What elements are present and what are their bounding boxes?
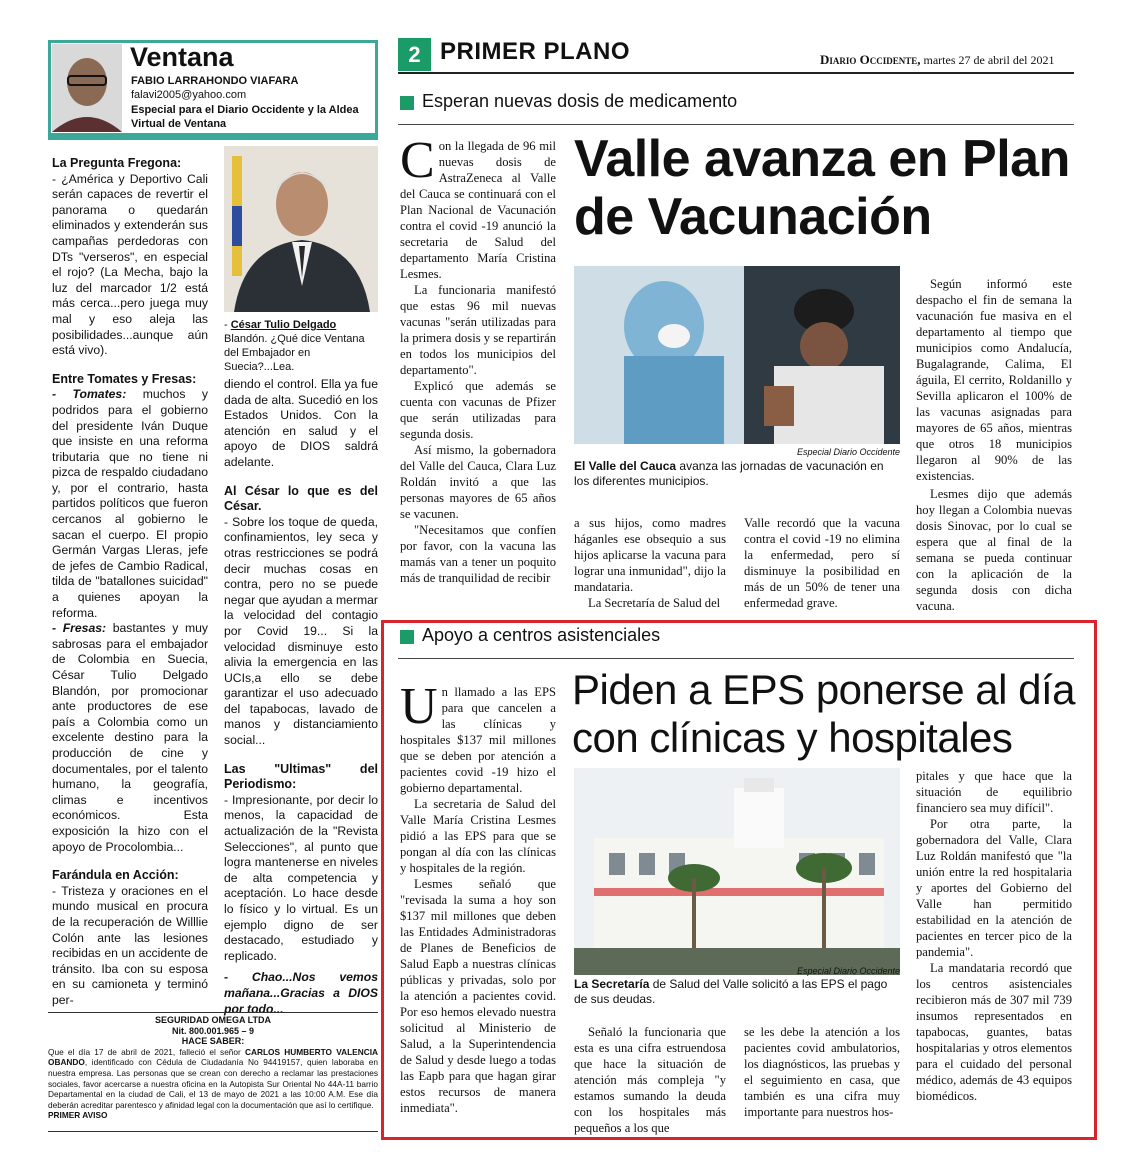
subhead-periodismo: Las "Ultimas" del Periodismo: — [224, 761, 378, 792]
paragraph: se les debe la atención a los pacientes covid ambulatorios, los diagnósticos, las pruebas y el seguimiento en casa, que también es una cifra muy importante para nuestros hos- — [744, 1025, 900, 1119]
article2-kicker: Apoyo a centros asistenciales — [422, 625, 661, 645]
photo-caption — [574, 977, 900, 1007]
paper-date: martes 27 de abril del 2021 — [920, 53, 1055, 67]
paragraph: - Sobre los toque de queda, confinamientos, ley seca y otras restricciones se podrá decir muchas cosas en contra, pero no se puede negar que ayudan a mermar la velocidad del contagio por Covid 19... Si la velocidad disminuye esto alivia la emergencia en las UCIs,a ello se debe garantizar el uso adecuado del tapabocas, lavado de manos y distanciamiento social... — [224, 514, 378, 748]
dropcap: U — [400, 678, 438, 735]
photo-caption — [574, 459, 900, 489]
paragraph: pitales y que hace que la situación de equilibrio financiero sea muy difícil". — [916, 769, 1072, 815]
notice-nit: Nit. 800.001.965 – 9 — [171, 1025, 255, 1036]
ventana-column-1 — [52, 156, 208, 1008]
paragraph: Así mismo, la gobernadora del Valle del Cauca, Clara Luz Roldán invitó a que las personas mayores de 65 años se vacunen. — [400, 443, 556, 521]
article1-column-3 — [744, 515, 900, 611]
notice-footer: PRIMER AVISO — [48, 1110, 108, 1121]
photo-credit: Especial Diario Occidente — [796, 447, 900, 457]
paragraph: - Impresionante, por decir lo menos, la capacidad de actualización de la "Revista Selecciones", al punto que logra mantenerse en niveles de alta competencia y aceptación. Lo hace desde lo físico y lo virtual. Es un ejemplo digno de ser destacado, estudiado y replicado. — [224, 792, 378, 963]
kicker-rule — [398, 124, 1074, 125]
caption-name: César Tulio Delgado — [230, 319, 337, 331]
paragraph-text: bastantes y muy sabrosas para el embajador de Colombia en Suecia, César Tulio Delgado Blandón, por promocionar ante productores de ese país a Colombia como un excelente destino para la producción de cine y documentales, por el talento humano, la geografía, climas e incentivos económicos. Esta exposición la hizo con el apoyo de Procolombia... — [52, 621, 208, 854]
page-number: 2 — [398, 38, 431, 71]
subhead-tomates-fresas: Entre Tomates y Fresas: — [52, 371, 197, 386]
paragraph: Valle recordó que la vacuna contra el covid -19 no elimina la enfermedad, pero sí disminuye la posibilidad en más de un 50% de tener una enfermedad grave. — [744, 516, 900, 610]
article1-kicker: Esperan nuevas dosis de medicamento — [422, 91, 738, 111]
vaccination-photo — [574, 266, 900, 444]
section-title: PRIMER PLANO — [440, 38, 631, 65]
portrait-caption: - César Tulio Delgado Blandón. ¿Qué dice Ventana del Embajador en Suecia?...Lea. — [224, 319, 365, 373]
article1-column-4 — [916, 276, 1072, 614]
paragraph-fresas — [52, 621, 208, 855]
article1-headline: Valle avanza en Plan de Vacunación — [574, 130, 1070, 246]
paragraph: - Tristeza y oraciones en el mundo musical en procura de la recuperación de Willlie Colón ante las lesiones recibidas en un accidente de tránsito. Iba con su esposa en su camioneta y terminó per- — [52, 883, 208, 1007]
caption-text: avanza las jornadas de vacunación en los diferentes municipios. — [574, 459, 884, 488]
caption-text: Blandón. ¿Qué dice Ventana del Embajador en Suecia?...Lea. — [224, 333, 365, 373]
kicker-marker — [400, 630, 414, 644]
lead-tomates: - Tomates: — [52, 387, 127, 402]
article2-headline: Piden a EPS ponerse al día con clínicas y hospitales — [572, 666, 1076, 761]
paragraph: Por otra parte, la gobernadora del Valle, Clara Luz Roldán manifestó que "la unión entre la red hospitalaria y aportes del Gobierno del Valle han permitido estabilidad en la atención de pacientes en tercer pico de la pandemia". — [916, 817, 1072, 959]
paragraph: n llamado a las EPS para que cancelen a las clínicas y hospitales $137 mil millones que se deben por atención a pacientes covid -19 hizo el gobierno departamental. — [400, 685, 556, 795]
paragraph: La Secretaría de Salud del — [588, 596, 721, 610]
paragraph: Explicó que además se cuenta con vacunas de Pfizer que serán utilizadas para segunda dosis. — [400, 379, 556, 441]
article1-column-1 — [400, 132, 556, 586]
caption-text: de Salud del Valle solicitó a las EPS el pago de sus deudas. — [574, 977, 888, 1006]
article2-column-1 — [400, 678, 556, 1116]
kicker-rule — [398, 658, 1074, 659]
paragraph: Según informó este despacho el fin de semana la vacunación fue masiva en el departamento al tiempo que municipios como Andalucía, Bugalagrande, Calima, El águila, El cerrito, Roldanillo y Sevilla aplicaron el 100% de las vacunas asignadas para mayores de 65 años, mientras que otros 18 municipios llegaron al 90% de las existencias. — [916, 277, 1072, 483]
paper-dateline — [820, 52, 1054, 68]
article2-column-3 — [744, 1024, 900, 1120]
notice-body — [48, 1047, 378, 1111]
subhead-pregunta: La Pregunta Fregona: — [52, 156, 182, 170]
column-author: FABIO LARRAHONDO VIAFARA — [131, 75, 299, 87]
notice-deceased-name: CARLOS HUMBERTO VALENCIA OBANDO — [48, 1046, 378, 1068]
photo-credit: Especial Diario Occidente — [796, 966, 900, 976]
paragraph-tomates — [52, 387, 208, 621]
dropcap: C — [400, 132, 435, 189]
columnist-photo — [52, 44, 122, 132]
paragraph: La secretaria de Salud del Valle María Cristina Lesmes pidió a las EPS para que se pongan al día con las clínicas y hospitales de la región. — [400, 797, 556, 875]
column-description: Especial para el Diario Occidente y la Aldea Virtual de Ventana — [131, 104, 359, 130]
paragraph: Lesmes señaló que "revisada la suma a hoy son $137 mil millones que deben las Entidades Administradoras de Planes de Beneficios de Salud Eapb a nuestras clínicas públicas y privadas, solo por la atención a pacientes covid. Por eso hemos elevado nuestra solicitud al Ministerio de Salud, a la Superintendencia de Salud y desde luego a todas las Eapb para que hagan girar estos recursos de manera inmediata". — [400, 877, 556, 1115]
column-email: falavi2005@yahoo.com — [131, 89, 247, 101]
ambassador-portrait — [224, 146, 378, 312]
paragraph: La funcionaria manifestó que estas 96 mil nuevas vacunas "serán utilizadas para la primera dosis y se repartirán en todos los municipios del departamento". — [400, 283, 556, 377]
paragraph: diendo el control. Ella ya fue dada de alta. Sucedió en los Estados Unidos. Con la atención en salud y el apoyo de DIOS saldrá adelante. — [224, 377, 378, 469]
closing-line: - Chao...Nos vemos mañana...Gracias a DIOS por todo... — [224, 970, 378, 1016]
paragraph: "Necesitamos que confíen por favor, con la vacuna las mamás van a tener un poquito más de tranquilidad de recibir — [400, 523, 556, 585]
article2-column-4 — [916, 768, 1072, 1104]
subhead-cesar: Al César lo que es del César. — [224, 483, 378, 514]
legal-notice — [48, 1012, 378, 1132]
hospital-photo — [574, 768, 900, 975]
caption-lead: El Valle del Cauca — [574, 459, 677, 473]
paragraph: Lesmes dijo que además hoy llegan a Colombia nuevas dosis Sinovac, por lo cual se espera que al final de la semana se pueda continuar con la aplicación de la segunda dosis con dicha vacuna. — [916, 487, 1072, 613]
paragraph: Señaló la funcionaria que esta es una cifra estruendosa que hace la situación de atención más compleja "y estamos sumando la deuda con los hospitales más pequeños a los que — [574, 1025, 726, 1135]
paragraph: on la llegada de 96 mil nuevas dosis de AstraZeneca al Valle del Cauca se continuará con el Plan Nacional de Vacunación contra el covid -19 anunció la secretaria de Salud del departamento María Cristina Lesmes. — [400, 139, 556, 281]
paragraph: La mandataria recordó que los centros asistenciales recibieron más de 307 mil 739 insumos representados en tapabocas, guantes, batas hospitalarias y otros elementos para el cuidado del personal médico, además de 43 equipos biomédicos. — [916, 961, 1072, 1103]
article2-column-2 — [574, 1024, 726, 1136]
ventana-column-2 — [224, 377, 378, 1017]
notice-heading: HACE SABER: — [181, 1036, 245, 1047]
notice-text: Que el día 17 de abril de 2021, falleció el señor — [48, 1046, 245, 1057]
notice-text: , identificado con Cédula de Ciudadanía No 94419157, quien laboraba en nuestra empresa. Las personas que se crean con derecho a reclamar las prestaciones sociales, favor acercarse a nuestra oficina en la Autopista Sur Oriental No 44A-11 barrio Departamental en la ciudad de Cali, el 13 de mayo de 2021 a las 10:00 A.M. Ese día deberán acreditar parentesco y afinidad legal con la documentación que así lo certifique. — [48, 1057, 378, 1110]
article1-column-2 — [574, 515, 726, 611]
lead-fresas: - Fresas: — [52, 621, 107, 636]
paper-name: Diario Occidente, — [820, 52, 921, 67]
column-title: Ventana — [130, 42, 234, 72]
caption-lead: La Secretaría — [574, 977, 650, 991]
kicker-marker — [400, 96, 414, 110]
notice-company: SEGURIDAD OMEGA LTDA — [155, 1015, 271, 1025]
paragraph: a sus hijos, como madres háganles ese obsequio a sus hijos aplicarse la vacuna para lograr una inmunidad", dijo la mandataria. — [574, 516, 726, 594]
paragraph: - ¿América y Deportivo Cali serán capaces de revertir el panorama o quedarán eliminados y extenderán sus campañas perdedoras con DTs "verseros", en especial el rojo? (La Mecha, bajo la luz del marcador 1/2 está más cerca...pero juega muy mal y eso aleja las posibilidades...aunque aún está vivo). — [52, 171, 208, 358]
header-divider — [48, 136, 378, 140]
header-rule — [398, 72, 1074, 74]
subhead-farandula: Farándula en Acción: — [52, 868, 179, 883]
paragraph-text: muchos y podridos para el gobierno del presidente Iván Duque que insiste en una reforma tributaria que no tiene ni pizca de respaldo ciudadano y, por el contrario, hasta partidos políticos que fueron cercanos al gobierno le sacan el cuerpo. El propio Germán Vargas Lleras, jefe de jefes de Cambio Radical, tilda de "batallones suicidad" a quienes apoyan la reforma. — [52, 387, 208, 620]
